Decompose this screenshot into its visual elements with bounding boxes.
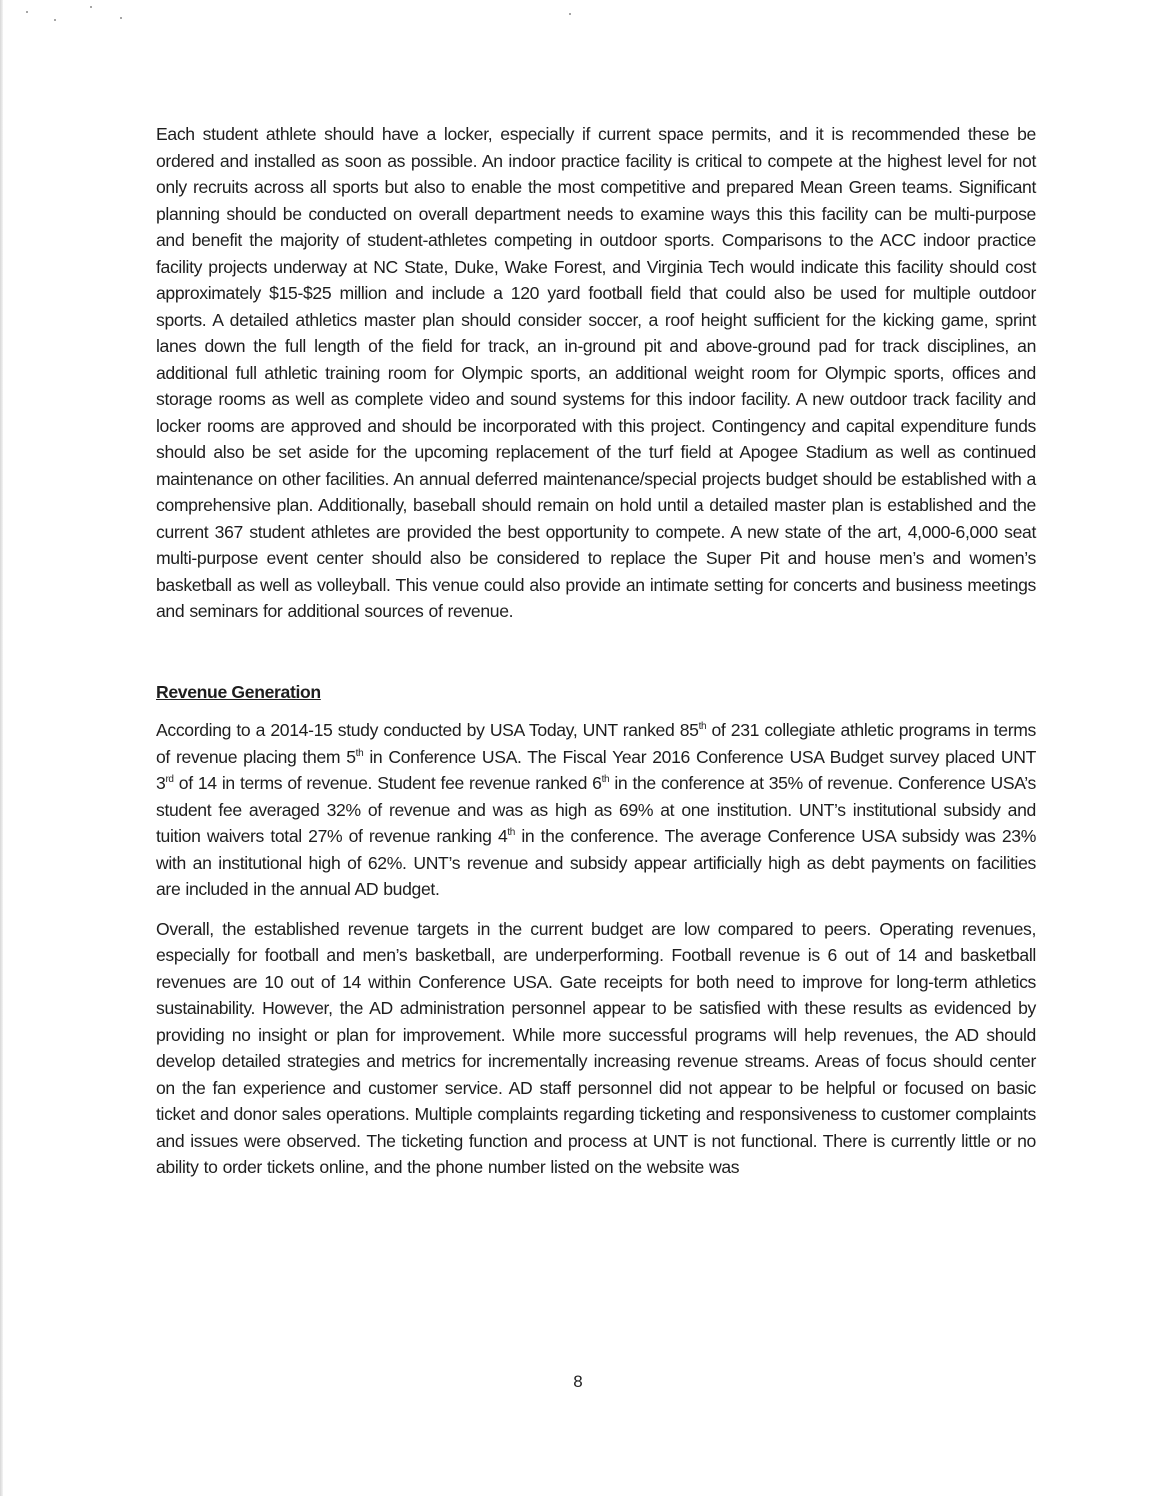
document-body	[156, 121, 1036, 1181]
ordinal-suffix: th	[355, 747, 364, 759]
paragraph-facilities: Each student athlete should have a locker, especially if current space permits, and it is recommended these be ordered and installed as soon as possible. An indoor practice facility is critical to compete at the highest level for not only recruits across all sports but also to enable the most competitive and prepared Mean Green teams. Significant planning should be conducted on overall department needs to examine ways this this facility can be multi-purpose and benefit the majority of student-athletes competing in outdoor sports. Comparisons to the ACC indoor practice facility projects underway at NC State, Duke, Wake Forest, and Virginia Tech would indicate this facility should cost approximately $15-$25 million and include a 120 yard football field that could also be used for multiple outdoor sports. A detailed athletics master plan should consider soccer, a roof height sufficient for the kicking game, sprint lanes down the full length of the field for track, an in-ground pit and above-ground pad for track disciplines, an additional full athletic training room for Olympic sports, an additional weight room for Olympic sports, offices and storage rooms as well as complete video and sound systems for this indoor facility. A new outdoor track facility and locker rooms are approved and should be incorporated with this project. Contingency and capital expenditure funds should also be set aside for the upcoming replacement of the turf field at Apogee Stadium as well as continued maintenance on other facilities. An annual deferred maintenance/special projects budget should be established with a comprehensive plan. Additionally, baseball should remain on hold until a detailed master plan is established and the current 367 student athletes are provided the best opportunity to compete. A new state of the art, 4,000-6,000 seat multi-purpose event center should also be considered to replace the Super Pit and house men’s and women’s basketball as well as volleyball. This venue could also provide an intimate setting for concerts and business meetings and seminars for additional sources of revenue.	[156, 124, 1036, 621]
scan-page-edge	[0, 0, 3, 1496]
paragraph-revenue-rankings: According to a 2014-15 study conducted by USA Today, UNT ranked 85th of 231 collegiate athletic programs in terms of revenue placing them 5th in Conference USA. The Fiscal Year 2016 Conference USA Budget survey placed UNT 3rd of 14 in terms of revenue. Student fee revenue ranked 6th in the conference at 35% of revenue. Conference USA’s student fee averaged 32% of revenue and was as high as 69% at one institution. UNT’s institutional subsidy and tuition waivers total 27% of revenue ranking 4th in the conference. The average Conference USA subsidy was 23% with an institutional high of 62%. UNT’s revenue and subsidy appear artificially high as debt payments on facilities are included in the annual AD budget.	[156, 720, 1036, 899]
scan-speck	[90, 6, 92, 8]
scan-speck	[54, 19, 56, 21]
scan-speck	[26, 11, 28, 13]
ordinal-suffix: rd	[165, 774, 174, 785]
page-number: 8	[573, 1372, 583, 1391]
scan-speck	[120, 17, 122, 19]
section-heading-revenue-generation: Revenue Generation	[156, 681, 321, 702]
ordinal-suffix: th	[601, 774, 610, 785]
paragraph-revenue-targets: Overall, the established revenue targets in the current budget are low compared to peers. Operating revenues, especially for football and men’s basketball, are underperforming. Football revenue is 6 out of 14 and basketball revenues are 10 out of 14 within Conference USA. Gate receipts for both need to improve for long-term athletics sustainability. However, the AD administration personnel appear to be satisfied with these results as evidenced by providing no insight or plan for improvement. While more successful programs will help revenues, the AD should develop detailed strategies and metrics for incrementally increasing revenue streams. Areas of focus should center on the fan experience and customer service. AD staff personnel did not appear to be helpful or focused on basic ticket and donor sales operations. Multiple complaints regarding ticketing and responsiveness to customer complaints and issues were observed. The ticketing function and process at UNT is not functional. There is currently little or no ability to order tickets online, and the phone number listed on the website was	[156, 918, 1036, 1177]
ordinal-suffix: th	[507, 827, 516, 838]
ordinal-suffix: th	[698, 721, 707, 732]
scan-speck	[569, 13, 571, 15]
